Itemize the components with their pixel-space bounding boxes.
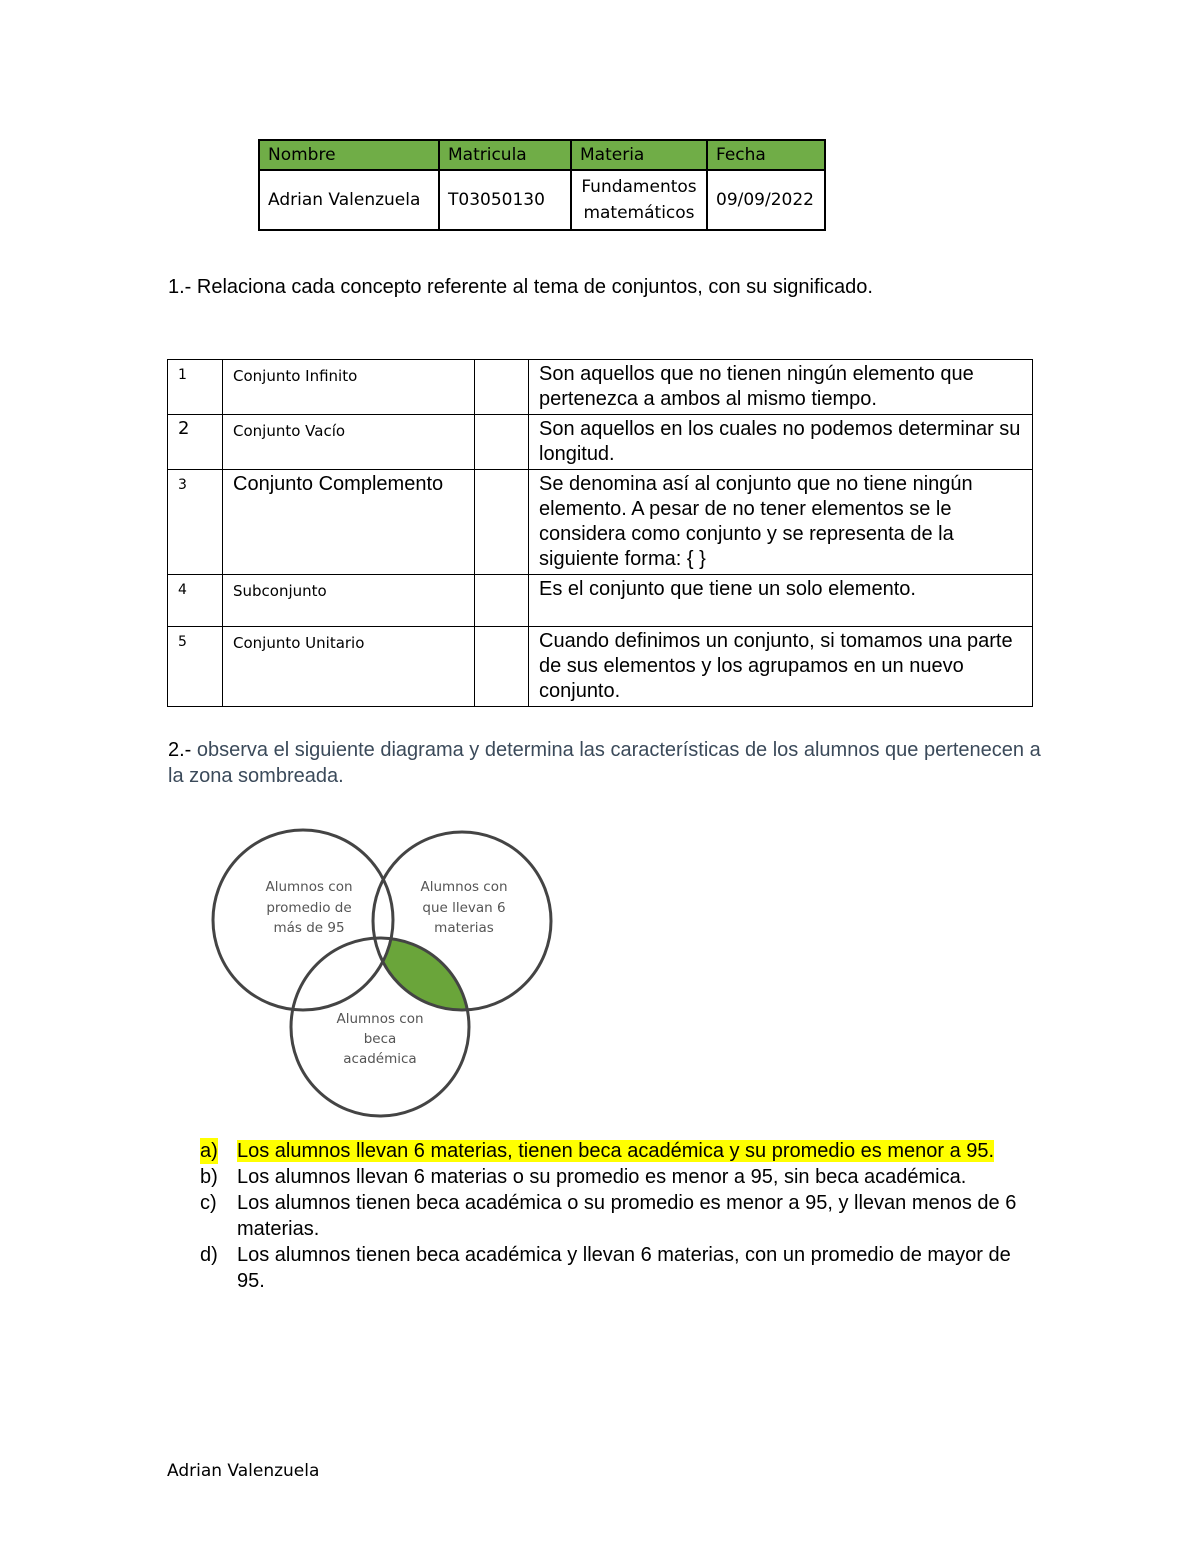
concept-definition: Son aquellos en los cuales no podemos determinar su longitud.: [529, 415, 1033, 470]
set-c-label-1: Alumnos con: [336, 1011, 424, 1027]
concept-term: Conjunto Unitario: [223, 627, 475, 707]
page-footer: Adrian Valenzuela: [167, 1461, 320, 1481]
option-text: Los alumnos tienen beca académica o su promedio es menor a 95, y llevan menos de 6 materias.: [237, 1192, 1017, 1240]
option-text: Los alumnos tienen beca académica y llevan 6 materias, con un promedio de mayor de 95.: [237, 1244, 1011, 1292]
option-letter: a): [200, 1140, 218, 1162]
concept-term: Conjunto Vacío: [223, 415, 475, 470]
question-1-text: 1.- Relaciona cada concepto referente al tema de conjuntos, con su significado.: [168, 276, 873, 298]
col-fecha: Fecha: [707, 140, 825, 170]
question-2-body: observa el siguiente diagrama y determina las características de los alumnos que pertenecen a la zona sombreada.: [168, 739, 1041, 787]
col-matricula: Matricula: [439, 140, 571, 170]
table-row: [168, 575, 1033, 627]
concept-definition: Cuando definimos un conjunto, si tomamos una parte de sus elementos y los agrupamos en un nuevo conjunto.: [529, 627, 1033, 707]
concept-number: 4: [168, 575, 223, 627]
fecha-value: 09/09/2022: [707, 170, 825, 230]
answer-cell[interactable]: [475, 415, 529, 470]
set-a-label-2: promedio de: [266, 900, 352, 916]
concept-definition: Se denomina así al conjunto que no tiene ningún elemento. A pesar de no tener elementos se le considera como conjunto y se representa de la siguiente forma: { }: [529, 470, 1033, 575]
answer-cell[interactable]: [475, 360, 529, 415]
set-a-label-1: Alumnos con: [265, 879, 353, 895]
option-letter: c): [200, 1192, 217, 1214]
set-b-label-2: que llevan 6: [422, 900, 506, 916]
table-row: [168, 470, 1033, 575]
concept-number: 3: [168, 470, 223, 575]
student-info-row: [259, 170, 825, 230]
table-row: [168, 415, 1033, 470]
concept-number: 2: [168, 415, 223, 470]
table-row: [168, 627, 1033, 707]
option-b[interactable]: [200, 1164, 1040, 1190]
venn-diagram: [205, 820, 555, 1120]
option-letter: d): [200, 1244, 218, 1266]
nombre-value: Adrian Valenzuela: [259, 170, 439, 230]
option-a[interactable]: [200, 1138, 1040, 1164]
option-letter: b): [200, 1166, 218, 1188]
answer-cell[interactable]: [475, 575, 529, 627]
materia-line-1: Fundamentos: [581, 177, 697, 197]
option-text: Los alumnos llevan 6 materias o su promedio es menor a 95, sin beca académica.: [237, 1166, 967, 1188]
matricula-value: T03050130: [439, 170, 571, 230]
concept-matching-table: [167, 359, 1033, 707]
option-text: Los alumnos llevan 6 materias, tienen beca académica y su promedio es menor a 95.: [237, 1140, 995, 1162]
materia-value: [571, 170, 707, 230]
set-c-label-3: académica: [343, 1051, 417, 1067]
question-2-text: [168, 737, 1048, 789]
answer-cell[interactable]: [475, 470, 529, 575]
question-2-number: 2.-: [168, 739, 192, 761]
materia-line-2: matemáticos: [583, 203, 695, 223]
concept-number: 1: [168, 360, 223, 415]
set-b-label-1: Alumnos con: [420, 879, 508, 895]
option-c[interactable]: [200, 1190, 1040, 1242]
table-row: [168, 360, 1033, 415]
col-nombre: Nombre: [259, 140, 439, 170]
concept-term: Conjunto Infinito: [223, 360, 475, 415]
answer-options: [200, 1138, 1040, 1294]
set-a-label-3: más de 95: [273, 920, 345, 936]
concept-term: Subconjunto: [223, 575, 475, 627]
col-materia: Materia: [571, 140, 707, 170]
concept-definition: Es el conjunto que tiene un solo elemento.: [529, 575, 1033, 627]
student-info-header-row: [259, 140, 825, 170]
option-d[interactable]: [200, 1242, 1040, 1294]
concept-term: Conjunto Complemento: [223, 470, 475, 575]
set-c-label-2: beca: [363, 1031, 397, 1047]
set-b-label-3: materias: [434, 920, 494, 936]
student-info-table: [258, 139, 826, 231]
answer-cell[interactable]: [475, 627, 529, 707]
concept-definition: Son aquellos que no tienen ningún elemento que pertenezca a ambos al mismo tiempo.: [529, 360, 1033, 415]
concept-number: 5: [168, 627, 223, 707]
